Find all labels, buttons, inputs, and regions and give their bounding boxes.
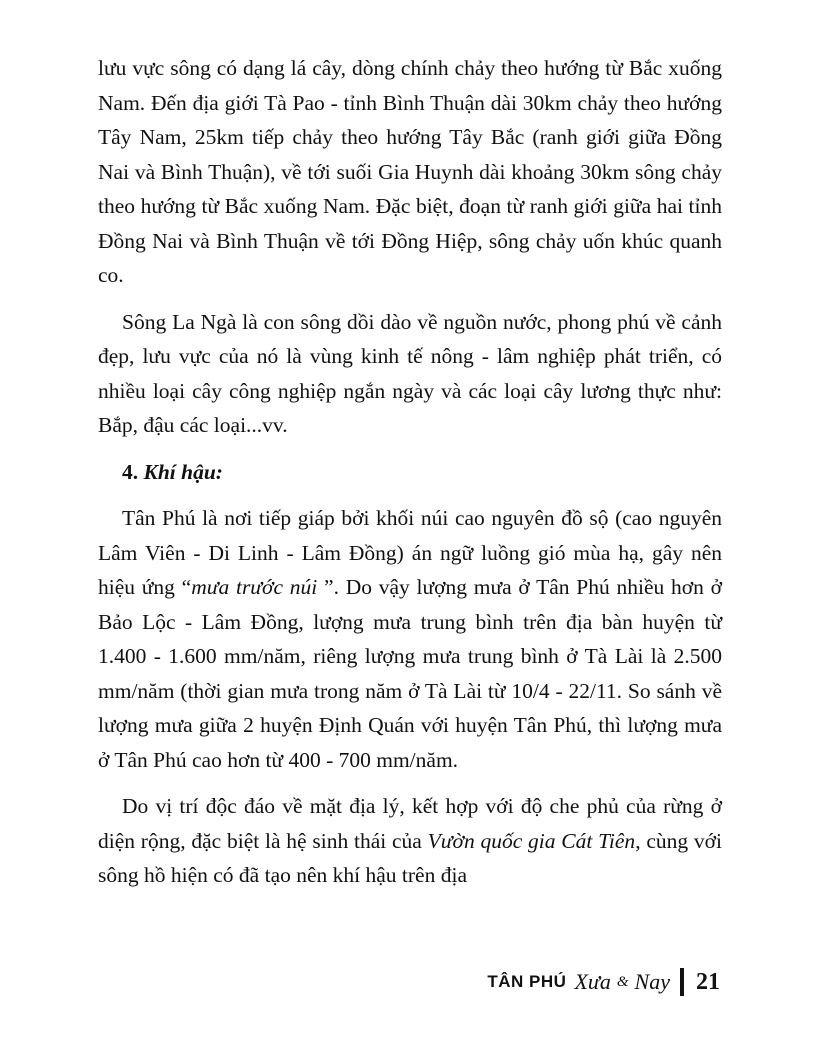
rainfall-text-start: Tân Phú là nơi tiếp giáp bởi khối núi cao nguyên đồ sộ (cao nguyên Lâm Viên - Di Linh - Lâm Đồng) án ngữ luồng gió mùa hạ, gây nên hiệu ứng “ <box>98 506 722 599</box>
geography-text-end: , cùng với sông hồ hiện có đã tạo nên khí hậu trên địa <box>98 828 723 887</box>
footer-divider <box>680 968 684 996</box>
section-title: Khí hậu: <box>143 459 223 484</box>
footer-brand-word2: Nay <box>634 969 670 994</box>
paragraph-la-nga-river: Sông La Ngà là con sông dồi dào về nguồn nước, phong phú về cảnh đẹp, lưu vực của nó là vùng kinh tế nông - lâm nghiệp phát triển, có nhiều loại cây công nghiệp ngắn ngày và các loại cây lương thực như: Bắp, đậu các loại...vv. <box>98 309 722 437</box>
body-text <box>98 51 722 905</box>
rainfall-text-end: ”. Do vậy lượng mưa ở Tân Phú nhiều hơn ở Bảo Lộc - Lâm Đồng, lượng mưa trung bình trên địa bàn huyện từ 1.400 - 1.600 mm/năm, riêng lượng mưa trung bình ở Tà Lài là 2.500 mm/năm (thời gian mưa trong năm ở Tà Lài từ 10/4 - 22/11. So sánh về lượng mưa giữa 2 huyện Định Quán với huyện Tân Phú, thì lượng mưa ở Tân Phú cao hơn từ 400 - 700 mm/năm. <box>98 575 723 772</box>
paragraph-river-course: lưu vực sông có dạng lá cây, dòng chính chảy theo hướng từ Bắc xuống Nam. Đến địa giới Tà Pao - tỉnh Bình Thuận dài 30km chảy theo hướng Tây Nam, 25km tiếp chảy theo hướng Tây Bắc (ranh giới giữa Đồng Nai và Bình Thuận), về tới suối Gia Huynh dài khoảng 30km sông chảy theo hướng từ Bắc xuống Nam. Đặc biệt, đoạn từ ranh giới giữa hai tỉnh Đồng Nai và Bình Thuận về tới Đồng Hiệp, sông chảy uốn khúc quanh co. <box>98 56 722 287</box>
footer-brand-ampersand: & <box>616 973 629 990</box>
section-number: 4. <box>122 459 139 484</box>
paragraph-rainfall <box>98 501 722 777</box>
section-heading-climate <box>122 455 722 490</box>
geography-text-start: Do vị trí độc đáo về mặt địa lý, kết hợp với độ che phủ của rừng ở diện rộng, đặc biệt là hệ sinh thái của <box>98 794 722 853</box>
page-footer <box>487 962 720 1002</box>
footer-brand-word1: Xưa <box>574 969 611 994</box>
rainfall-emphasis: mưa trước núi <box>191 575 318 599</box>
footer-brand-name: TÂN PHÚ <box>487 972 567 991</box>
paragraph-geography <box>98 789 722 893</box>
page-number: 21 <box>696 968 720 995</box>
national-park-name: Vườn quốc gia Cát Tiên <box>427 828 636 853</box>
